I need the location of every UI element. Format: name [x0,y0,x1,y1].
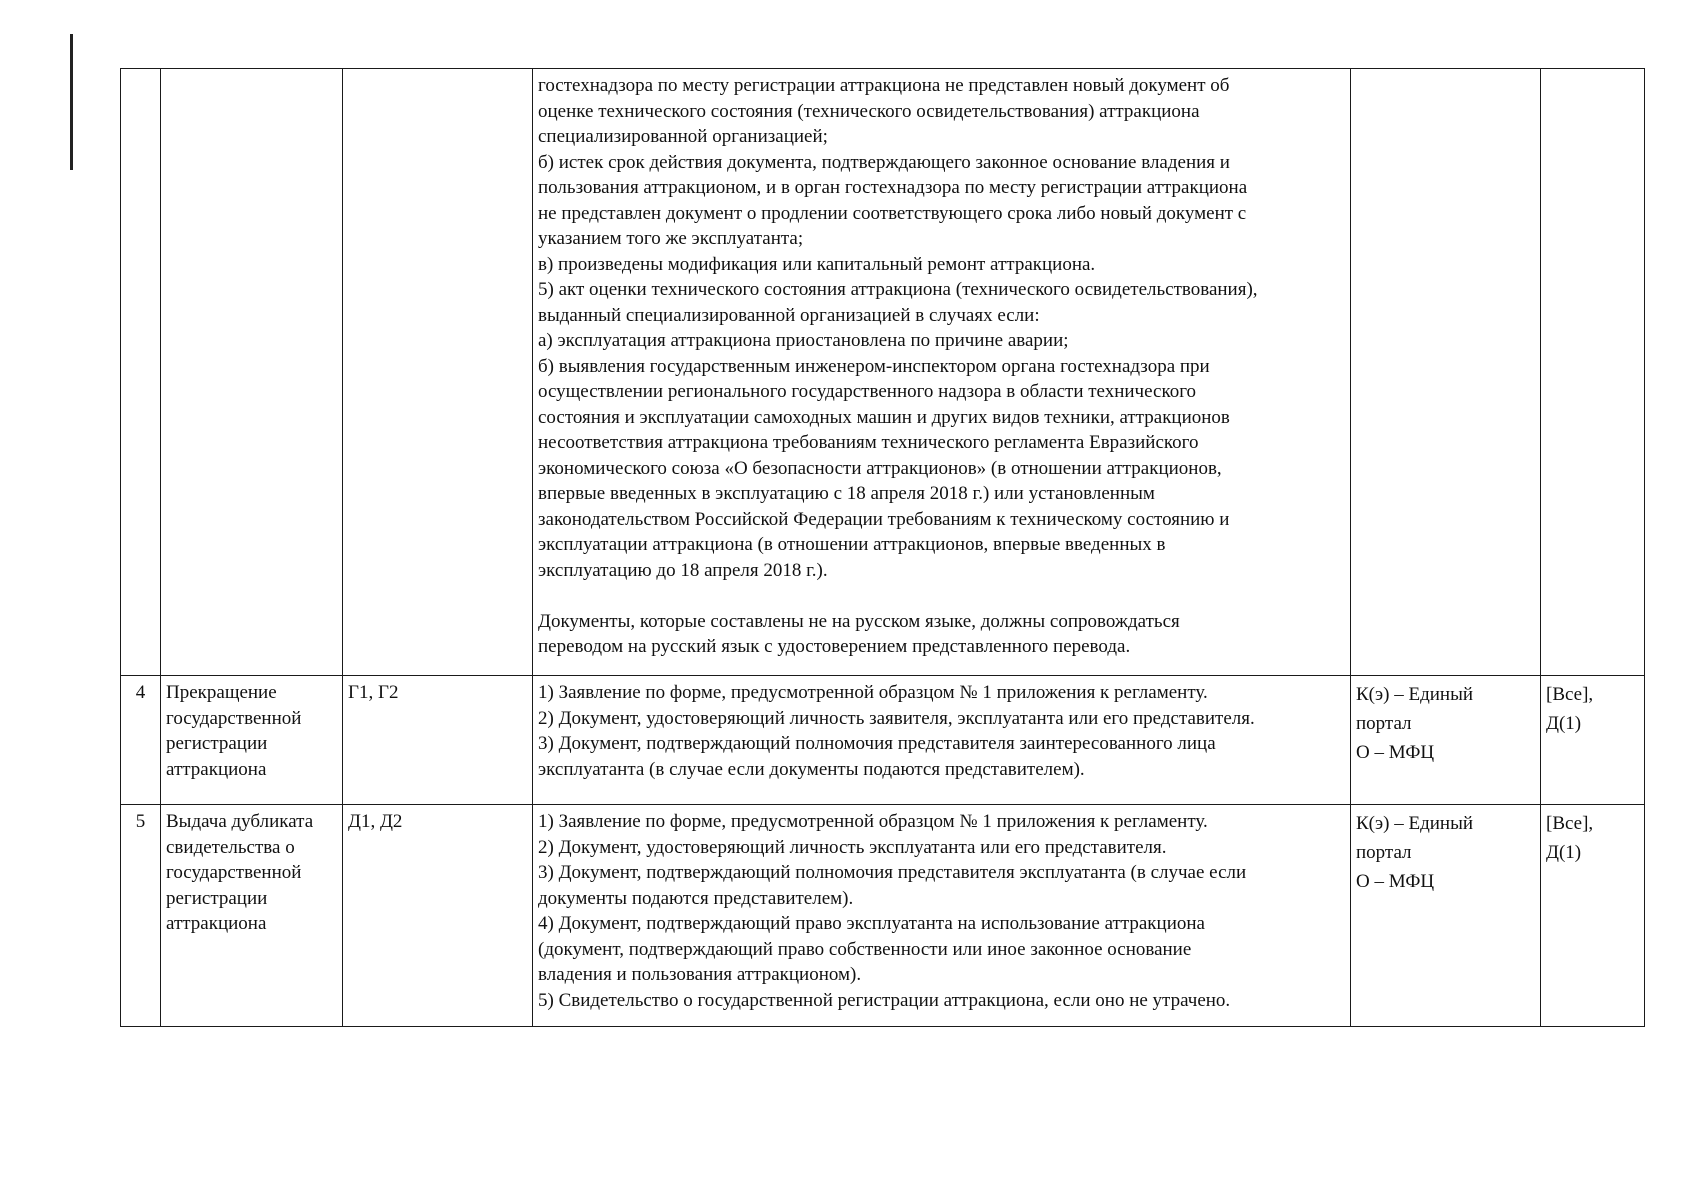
result-codes: Д1, Д2 [343,805,533,1027]
text-line: б) истек срок действия документа, подтверждающего законное основание владения и [538,151,1230,173]
text-line: 5) акт оценки технического состояния аттракциона (технического освидетельствования), [538,279,1258,300]
cell-documents-continuation [533,69,1351,676]
margin-mark [70,34,73,170]
submission-channels: К(э) – Единый портал О – МФЦ [1351,676,1541,805]
text-line: б) выявления государственным инженером-инспектором органа гостехнадзора при [538,355,1210,377]
cell-channel-empty [1351,69,1541,676]
text-line: экономического союза «О безопасности аттракционов» (в отношении аттракционов, [538,457,1222,479]
text-line: пользования аттракционом, и в орган гостехнадзора по месту регистрации аттракциона [538,177,1248,198]
language-note [538,609,1346,660]
applicability: [Все], Д(1) [1541,805,1645,1027]
text-line: эксплуатации аттракциона (в отношении аттракционов, впервые введенных в [538,534,1166,555]
cell-basis-empty [1541,69,1645,676]
text-line: несоответствия аттракциона требованиям технического регламента Евразийского [538,432,1199,453]
cell-codes-empty [343,69,533,676]
service-name: Прекращение государственной регистрации аттракциона [161,676,343,805]
text-line: переводом на русский язык с удостоверением представленного перевода. [538,636,1131,657]
row-number: 4 [121,676,161,805]
cell-service-empty [161,69,343,676]
text-line: в) произведены модификация или капитальный ремонт аттракциона. [538,253,1096,275]
result-codes: Г1, Г2 [343,676,533,805]
text-line: указанием того же эксплуатанта; [538,228,804,249]
text-line: состояния и эксплуатации самоходных машин и других видов техники, аттракционов [538,406,1230,428]
table-row [121,676,1645,805]
text-line: впервые введенных в эксплуатацию с 18 апреля 2018 г.) или установленным [538,483,1155,504]
text-line: выданный специализированной организацией в случаях если: [538,304,1040,326]
service-name: Выдача дубликата свидетельства о государственной регистрации аттракциона [161,805,343,1027]
cell-num-empty [121,69,161,676]
text-line: законодательством Российской Федерации требованиям к техническому состоянию и [538,508,1230,530]
row-number: 5 [121,805,161,1027]
applicability: [Все], Д(1) [1541,676,1645,805]
text-line: гостехнадзора по месту регистрации аттракциона не представлен новый документ об [538,75,1230,96]
text-line: Документы, которые составлены не на русском языке, должны сопровождаться [538,610,1180,632]
text-line: не представлен документ о продлении соответствующего срока либо новый документ с [538,202,1247,224]
spacer [538,583,1346,609]
text-line: специализированной организацией; [538,126,828,147]
services-table [120,68,1645,1027]
submission-channels: К(э) – Единый портал О – МФЦ [1351,805,1541,1027]
text-line: осуществлении регионального государственного надзора в области технического [538,381,1197,402]
required-documents: 1) Заявление по форме, предусмотренной образцом № 1 приложения к регламенту. 2) Документ, удостоверяющий личность заявителя, эксплуатанта или его представителя. 3) Документ, подтверждающий полномочия представителя заинтересованного лица эксплуатанта (в случае если документы подаются представителем). [533,676,1351,805]
text-line: а) эксплуатация аттракциона приостановлена по причине аварии; [538,330,1069,351]
table-row [121,805,1645,1027]
text-line: оценке технического состояния (технического освидетельствования) аттракциона [538,100,1200,122]
text-line: эксплуатацию до 18 апреля 2018 г.). [538,559,828,581]
required-documents: 1) Заявление по форме, предусмотренной образцом № 1 приложения к регламенту. 2) Документ, удостоверяющий личность эксплуатанта или его представителя. 3) Документ, подтверждающий полномочия представителя эксплуатанта (в случае если документы подаются представителем). 4) Документ, подтверждающий право эксплуатанта на использование аттракциона (документ, подтверждающий право собственности или иное законное основание владения и пользования аттракционом). 5) Свидетельство о государственной регистрации аттракциона, если оно не утрачено. [533,805,1351,1027]
table-row-continuation [121,69,1645,676]
continuation-text [538,73,1346,583]
